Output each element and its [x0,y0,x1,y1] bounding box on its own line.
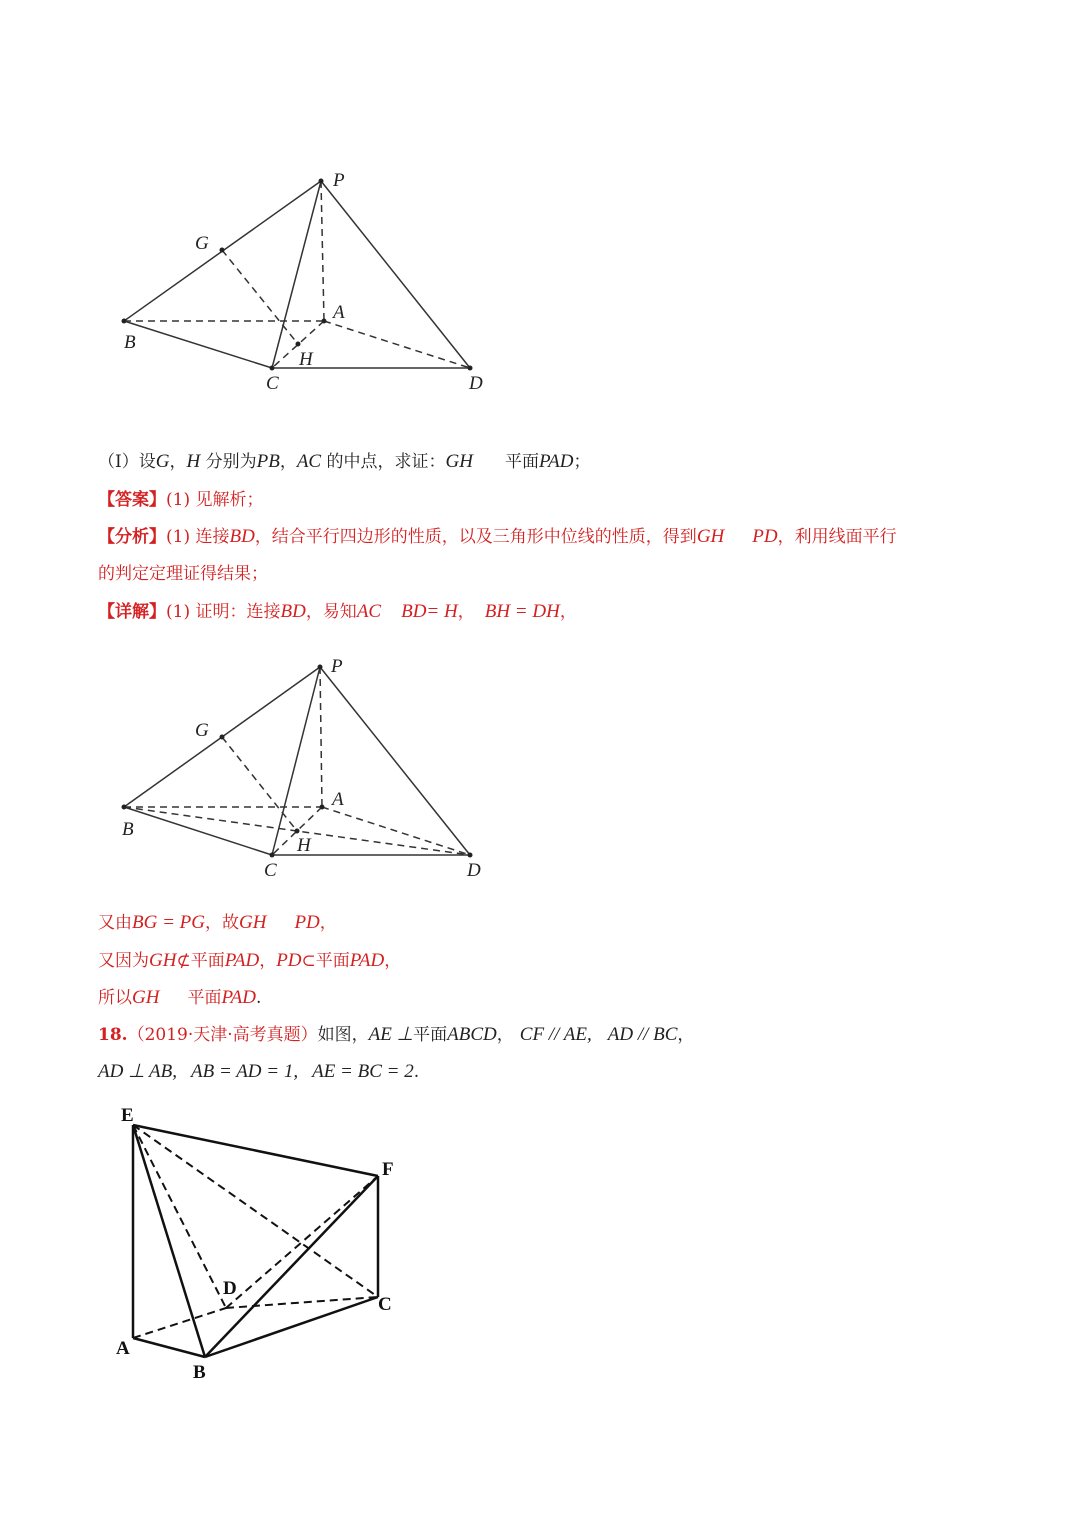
label-G: G [195,720,209,741]
label-B: B [124,332,136,353]
label-A: A [333,302,345,323]
label-D: D [467,860,481,881]
label-H: H [299,349,313,370]
polyhedron-figure [0,1090,460,1390]
label-C: C [264,860,277,881]
label-P: P [331,656,343,677]
label-B: B [122,819,134,840]
label-A: A [332,789,344,810]
q18-line-1: 18.（2019·天津·高考真题）如图，AE ⊥平面ABCD， CF // AE, AD // BC， [98,1024,695,1045]
label-C: C [266,373,279,394]
label-D: D [469,373,483,394]
analysis-line-2: 的判定定理证得结果； [98,564,268,584]
label-P: P [333,170,345,191]
step-2: 又因为GH⊄平面PAD，PD⊂平面PAD， [98,950,402,971]
analysis-line-1: 【分析】(1) 连接BD，结合平行四边形的性质，以及三角形中位线的性质，得到GH PD，利用线面平行 [98,526,897,547]
pyramid-figure-2 [0,640,560,890]
q18-line-2: AD ⊥ AB, AB = AD = 1, AE = BC = 2. [98,1061,420,1082]
part1-question: （Ⅰ）设G，H 分别为PB，AC 的中点，求证：GH 平面PAD； [98,451,591,472]
label-A: A [116,1338,130,1359]
answer-line: 【答案】(1) 见解析； [98,490,264,510]
step-1: 又由BG = PG，故GH PD， [98,912,337,933]
label-G: G [195,233,209,254]
detail-line: 【详解】(1) 证明：连接BD，易知AC BD= H， BH = DH， [98,601,577,622]
label-H: H [297,835,311,856]
step-3: 所以GH 平面PAD. [98,987,262,1008]
label-D: D [223,1278,237,1299]
label-B: B [193,1362,206,1383]
label-F: F [382,1159,394,1180]
label-C: C [378,1294,392,1315]
pyramid-figure-1 [0,0,560,420]
label-E: E [121,1105,134,1126]
